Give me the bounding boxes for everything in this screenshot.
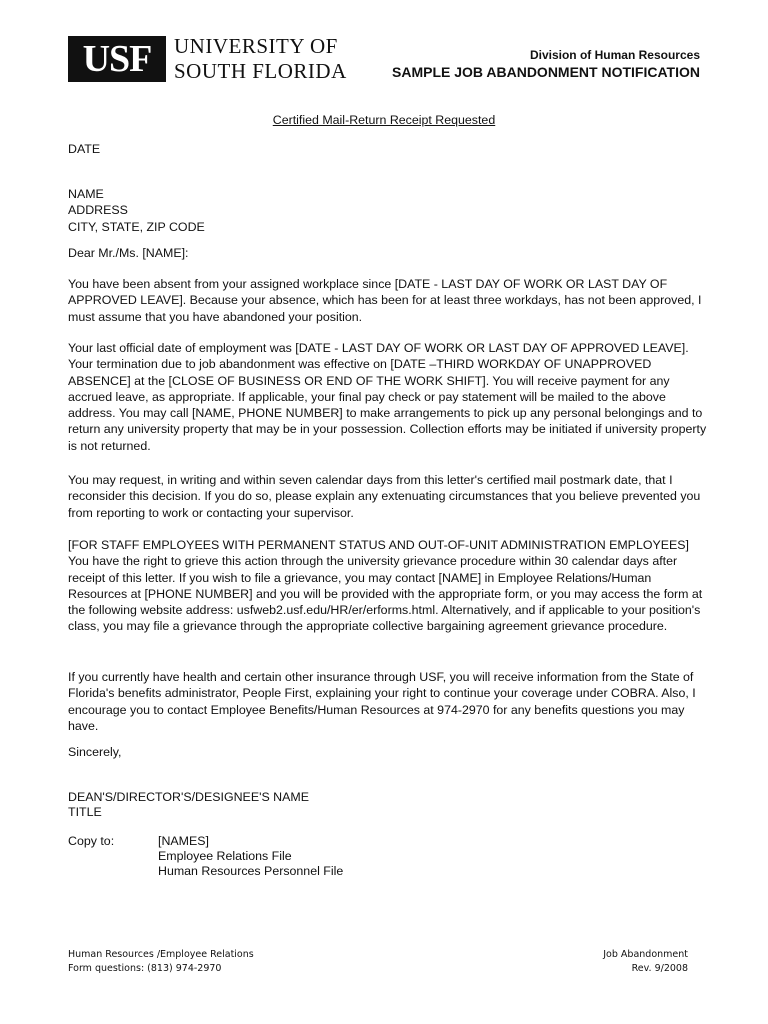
salutation: Dear Mr./Ms. [NAME]: [68,246,189,260]
footer-phone: Form questions: (813) 974-2970 [68,963,222,974]
paragraph-absence: You have been absent from your assigned workplace since [DATE - LAST DAY OF WORK OR LAST DAY OF APPROVED LEAVE]. Because your absence, which has been for at least three workdays, has not been approved, I must assume that you have abandoned your position. [68,277,702,324]
address-line: ADDRESS [68,203,128,218]
copy-to-label: Copy to: [68,834,115,848]
address-line: NAME [68,187,104,201]
paragraph-termination: Your last official date of employment was [DATE - LAST DAY OF WORK OR LAST DAY OF APPROVED LEAVE]. Your termination due to job abandonment was effective on [DATE –THIRD WORKDAY OF UNAPPROVED ABSENCE] at the [CLOSE OF BUSINESS OR END OF THE WORK SHIFT]. You will receive payment for any accrued leave, as appropriate. If applicable, your final pay check or pay statement will be mailed to the above address. You may call [NAME, PHONE NUMBER] to make arrangements to pick up any personal belongings and to return any university property that may be in your possession. Collection efforts may be initiated if university property is not returned. [68,341,707,453]
document-title: SAMPLE JOB ABANDONMENT NOTIFICATION [392,64,700,80]
address-line: CITY, STATE, ZIP CODE [68,219,205,234]
division-name: Division of Human Resources [529,48,700,62]
certified-mail-line: Certified Mail-Return Receipt Requested [272,113,496,127]
usf-logo [68,36,358,86]
footer-form-name: Job Abandonment [603,949,688,960]
copy-item: [NAMES] [158,834,209,848]
logo-line-1: UNIVERSITY OF [174,34,338,58]
paragraph-grievance: [FOR STAFF EMPLOYEES WITH PERMANENT STATUS AND OUT-OF-UNIT ADMINISTRATION EMPLOYEES] You have the right to grieve this action through the university grievance procedure within 30 calendar days after receipt of this letter. If you wish to file a grievance, you may contact [NAME] in Employee Relations/Human Resources at [PHONE NUMBER] and you will be provided with the appropriate form, or you may access the form at the following website address: usfweb2.usf.edu/HR/er/erforms.html. Alternatively, and if applicable to your position's class, you may file a grievance through the appropriate collective bargaining agreement grievance procedure. [68,538,703,634]
footer-revision: Rev. 9/2008 [631,963,688,974]
footer-department: Human Resources /Employee Relations [68,949,254,960]
closing: Sincerely, [68,745,122,759]
letter-date: DATE [68,142,101,156]
paragraph-insurance: If you currently have health and certain other insurance through USF, you will receive information from the State of Florida's benefits administrator, People First, explaining your right to continue your coverage under COBRA. Also, I encourage you to contact Employee Benefits/Human Resources at 974-2970 for any benefits questions you may have. [68,670,696,733]
copy-item: Employee Relations File [158,849,292,863]
signer-name: DEAN'S/DIRECTOR'S/DESIGNEE'S NAME [68,790,309,804]
footer-right [603,948,688,976]
recipient-address [68,186,708,235]
copy-item: Human Resources Personnel File [158,864,344,878]
footer-left [68,948,254,976]
signer-title: TITLE [68,805,102,819]
logo-mark: USF [68,36,166,82]
paragraph-reconsider: You may request, in writing and within seven calendar days from this letter's certified mail postmark date, that I reconsider this decision. If you do so, please explain any extenuating circumstances that you believe prevented you from reporting to work or contacting your supervisor. [68,473,701,520]
logo-line-2: SOUTH FLORIDA [174,59,347,83]
